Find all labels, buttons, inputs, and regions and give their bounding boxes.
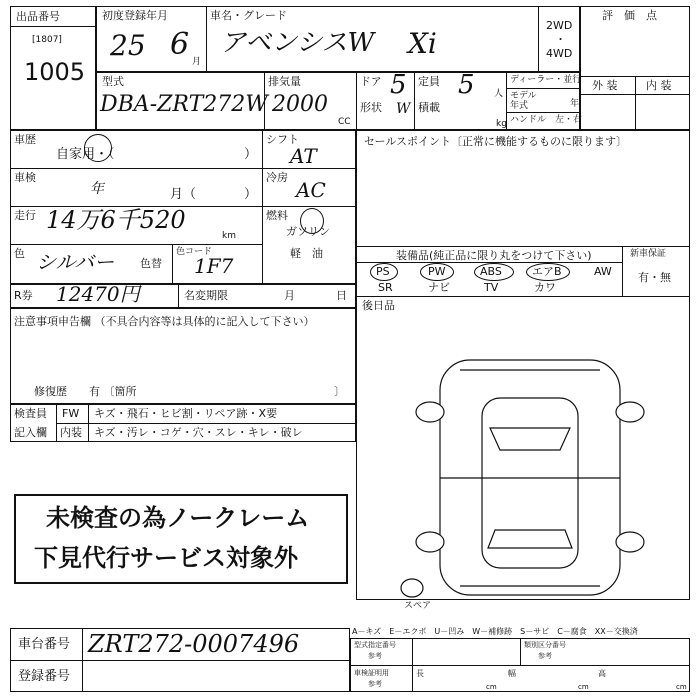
cm-unit-1: cm: [486, 683, 497, 691]
length-label: 長: [416, 669, 424, 678]
equip-aw: AW: [594, 265, 612, 278]
divider: [56, 423, 356, 424]
divider: [356, 72, 357, 130]
exterior-label: 外 装: [592, 79, 618, 92]
first-reg-year: 25: [110, 29, 146, 62]
color-code-value: 1F7: [194, 254, 234, 278]
inspection-month: 月（: [170, 187, 197, 202]
name-change-label: 名変期限: [184, 289, 228, 302]
car-cabin-outline: [482, 398, 578, 568]
equip-ps-circle: [370, 263, 398, 281]
equip-pw: PW: [428, 265, 446, 278]
wheel-front-right: [616, 402, 644, 422]
grade: Xi: [408, 27, 437, 60]
equipment-label: 装備品(純正品に限り丸をつけて下さい): [396, 249, 592, 262]
divider: [262, 130, 263, 284]
equip-tv: TV: [484, 281, 499, 294]
cert-label: 車検証明用: [354, 669, 389, 677]
lot-sub: [1807]: [32, 35, 62, 45]
wheel-rear-left: [416, 532, 444, 552]
windshield: [490, 428, 570, 450]
car-name: アベンシスW: [220, 28, 375, 58]
lot-number: 1005: [24, 58, 86, 86]
spare-wheel: [401, 579, 423, 597]
divider: [506, 72, 507, 130]
legend: A－キズ E－エクボ U－凹み W－補修跡 S－サビ C－腐食 XX－交換済: [352, 627, 638, 636]
model-value: DBA-ZRT272W: [100, 92, 268, 117]
displacement-label: 排気量: [268, 75, 301, 88]
first-reg-label: 初度登録年月: [102, 9, 168, 22]
year-unit: 年: [570, 99, 580, 109]
reference-label2: 参考: [538, 652, 552, 660]
inspection-close: ）: [244, 187, 258, 202]
equip-sr: SR: [378, 281, 393, 294]
class-label: 類別区分番号: [524, 641, 566, 649]
car-name-label: 車名・グレード: [210, 9, 287, 22]
divider: [172, 244, 173, 284]
history-value: 自家用・（: [56, 147, 115, 162]
drive-dot: ・: [555, 33, 566, 46]
warranty-value: 有・無: [638, 271, 671, 284]
fw-label: FW: [62, 407, 80, 420]
divider: [538, 6, 539, 72]
fw-text: キズ・飛石・ヒビ割・リペア跡・X要: [94, 407, 278, 420]
person-unit: 人: [494, 89, 504, 99]
divider: [414, 72, 415, 130]
chassis-value: ZRT272-0007496: [88, 630, 300, 658]
width-label: 幅: [508, 669, 516, 678]
dealer-label: ディーラー・並行: [510, 75, 582, 85]
history-label: 車歴: [14, 133, 36, 146]
certified-label: 型式指定番号: [354, 641, 396, 649]
rear-window: [488, 530, 572, 548]
reference-label: 参考: [368, 652, 382, 660]
fuel-label: 燃料: [266, 209, 288, 222]
divider: [206, 6, 207, 72]
ac-label: 冷房: [266, 171, 288, 184]
inspection-year: 年: [90, 181, 104, 197]
divider: [506, 112, 580, 113]
notes-label: 注意事項申告欄 （不具合内容等は具体的に記入して下さい）: [14, 315, 315, 328]
equip-abs-circle: [474, 263, 514, 281]
reg-label: 登録番号: [18, 669, 71, 684]
mileage-value: 14万6千520: [46, 206, 186, 234]
equip-airbag-circle: [526, 263, 570, 281]
kg-unit: kg: [496, 119, 507, 129]
divider: [622, 246, 623, 296]
divider: [10, 26, 96, 27]
after-label: 後日品: [362, 299, 395, 312]
month-unit: 月: [192, 57, 202, 67]
repair-close: 〕: [334, 385, 345, 398]
shift-value: AT: [290, 144, 317, 168]
model-year-label2: 年式: [510, 101, 529, 111]
drive-2wd: 2WD: [546, 19, 573, 32]
chassis-label: 車台番号: [18, 637, 71, 652]
shift-label: シフト: [266, 133, 299, 146]
equip-navi: ナビ: [428, 281, 450, 294]
equip-pw-circle: [420, 263, 454, 281]
notice-line2: 下見代行サービス対象外: [34, 544, 298, 572]
capacity-label: 定員: [418, 75, 440, 88]
name-change-day: 日: [336, 289, 347, 302]
history-circle: [84, 134, 112, 162]
interior-label: 内 装: [646, 79, 672, 92]
color-label: 色: [14, 247, 25, 260]
doors-value: 5: [390, 70, 407, 100]
inspection-label: 車検: [14, 171, 36, 184]
notice-line1: 未検査の為ノークレーム: [46, 504, 310, 532]
load-label: 積載: [418, 101, 440, 114]
height-label: 高: [598, 669, 606, 678]
shape-value: W: [396, 101, 411, 117]
color-code-label: 色コード: [176, 247, 213, 257]
drive-4wd: 4WD: [546, 47, 573, 60]
fuel-gas: ガソリン: [286, 225, 330, 238]
divider: [10, 244, 262, 245]
model-year-label: モデル: [510, 91, 537, 101]
divider: [580, 94, 690, 95]
ac-value: AC: [296, 178, 326, 202]
inspector-label: 検査員: [14, 407, 47, 420]
divider: [264, 72, 265, 130]
equip-abs: ABS: [480, 265, 502, 278]
lot-label: 出品番号: [16, 10, 60, 23]
recycle-label: R券: [14, 289, 33, 302]
shape-label: 形状: [360, 101, 382, 114]
doors-label: ドア: [360, 75, 382, 88]
in-text: キズ・汚レ・コゲ・穴・スレ・キレ・破レ: [94, 426, 303, 439]
wheel-rear-right: [616, 532, 644, 552]
km-unit: km: [222, 231, 236, 241]
name-change-month: 月: [284, 289, 295, 302]
divider: [10, 660, 350, 661]
divider: [262, 168, 356, 169]
inspector-label2: 記入欄: [14, 426, 47, 439]
history-close: ）: [244, 147, 258, 162]
divider: [635, 76, 636, 130]
score-label: 評 価 点: [602, 9, 657, 22]
repair-label: 修復歴 有 〔箇所: [34, 385, 137, 398]
mileage-label: 走行: [14, 209, 36, 222]
color-change-label: 色替: [140, 257, 162, 270]
car-diagram: [400, 340, 660, 610]
warranty-label: 新車保証: [630, 249, 667, 259]
equip-leather: カワ: [534, 281, 556, 294]
divider: [506, 88, 580, 89]
cc-unit: CC: [338, 117, 351, 127]
fuel-circle: [300, 208, 324, 234]
recycle-value: 12470円: [56, 282, 140, 306]
color-value: シルバー: [36, 250, 115, 274]
capacity-value: 5: [458, 70, 475, 100]
equip-airbag: エアB: [532, 265, 562, 278]
in-label: 内装: [60, 426, 82, 439]
fuel-diesel: 軽 油: [290, 247, 323, 260]
divider: [10, 168, 262, 169]
divider: [356, 246, 690, 247]
divider: [178, 284, 179, 308]
divider: [520, 638, 521, 665]
equip-ps: PS: [376, 265, 390, 278]
divider: [356, 296, 690, 297]
spare-label: スペア: [404, 601, 432, 611]
cm-unit-2: cm: [578, 683, 589, 691]
handle-label: ハンドル 左・右: [510, 115, 583, 125]
first-reg-month: 6: [170, 27, 190, 62]
displacement-value: 2000: [272, 92, 328, 117]
cm-unit-3: cm: [676, 683, 687, 691]
model-label: 型式: [102, 75, 124, 88]
divider: [262, 206, 356, 207]
wheel-front-left: [416, 402, 444, 422]
divider: [350, 665, 690, 666]
reference-label3: 参考: [368, 680, 382, 688]
sales-label: セールスポイント〔正常に機能するものに限ります〕: [364, 135, 628, 148]
